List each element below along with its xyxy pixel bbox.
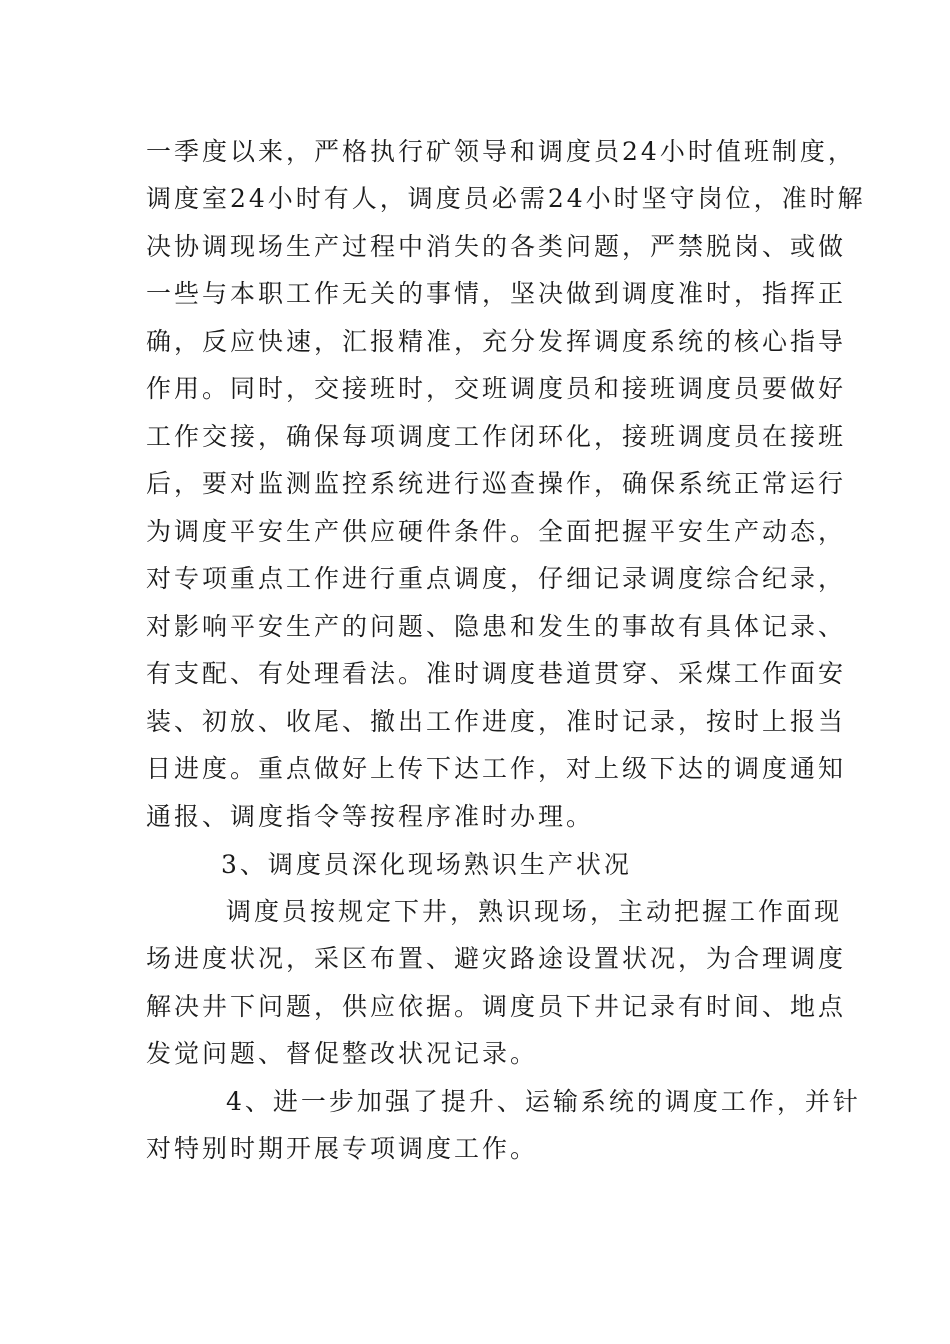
text-line: 解决井下问题，供应依据。调度员下井记录有时间、地点 — [146, 992, 847, 1021]
text-line: 对专项重点工作进行重点调度，仔细记录调度综合纪录， — [146, 564, 847, 593]
text-line: 场进度状况，采区布置、避灾路途设置状况，为合理调度 — [146, 944, 847, 973]
text-line: 决协调现场生产过程中消失的各类问题，严禁脱岗、或做 — [146, 232, 847, 261]
section-heading: 4、进一步加强了提升、运输系统的调度工作，并针 — [226, 1087, 861, 1116]
section-heading: 3、调度员深化现场熟识生产状况 — [221, 850, 632, 879]
text-line: 确，反应快速，汇报精准，充分发挥调度系统的核心指导 — [146, 327, 847, 356]
text-line: 一季度以来，严格执行矿领导和调度员24小时值班制度， — [146, 137, 856, 166]
text-line: 调度员按规定下井，熟识现场，主动把握工作面现 — [226, 897, 843, 926]
text-line: 对影响平安生产的问题、隐患和发生的事故有具体记录、 — [146, 612, 847, 641]
text-line: 有支配、有处理看法。准时调度巷道贯穿、采煤工作面安 — [146, 659, 847, 688]
text-line: 对特别时期开展专项调度工作。 — [146, 1134, 539, 1163]
text-line: 调度室24小时有人，调度员必需24小时坚守岗位，准时解 — [146, 184, 866, 213]
text-line: 装、初放、收尾、撤出工作进度，准时记录，按时上报当 — [146, 707, 847, 736]
text-line: 日进度。重点做好上传下达工作，对上级下达的调度通知 — [146, 754, 847, 783]
text-line: 发觉问题、督促整改状况记录。 — [146, 1039, 539, 1068]
text-line: 作用。同时，交接班时，交班调度员和接班调度员要做好 — [146, 374, 847, 403]
text-line: 通报、调度指令等按程序准时办理。 — [146, 802, 595, 831]
text-line: 后，要对监测监控系统进行巡查操作，确保系统正常运行 — [146, 469, 847, 498]
text-line: 一些与本职工作无关的事情，坚决做到调度准时，指挥正 — [146, 279, 847, 308]
text-line: 工作交接，确保每项调度工作闭环化，接班调度员在接班 — [146, 422, 847, 451]
text-line: 为调度平安生产供应硬件条件。全面把握平安生产动态， — [146, 517, 847, 546]
